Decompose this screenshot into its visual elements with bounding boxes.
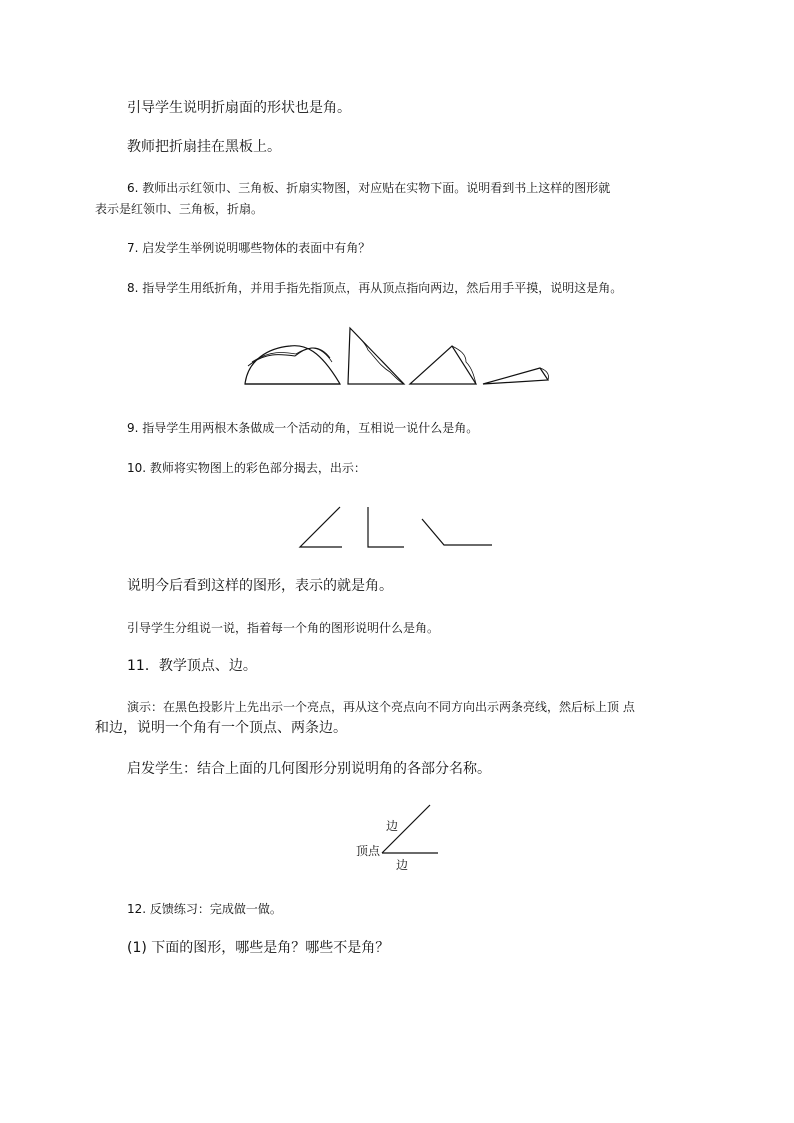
text-paragraph: 引导学生分组说一说，指着每一个角的图形说明什么是角。 (127, 621, 440, 635)
upper-side-label: 边 (386, 819, 399, 833)
folded-paper-illustration (240, 322, 560, 392)
flat-triangle-shape (483, 368, 548, 384)
text-paragraph: 11．教学顶点、边。 (127, 658, 257, 674)
text-paragraph: 7. 启发学生举例说明哪些物体的表面中有角？ (127, 241, 371, 255)
text-paragraph: 启发学生：结合上面的几何图形分别说明角的各部分名称。 (127, 761, 491, 777)
text-paragraph: 引导学生说明折扇面的形状也是角。 (127, 100, 351, 116)
text-paragraph: 和边，说明一个角有一个顶点、两条边。 (95, 720, 347, 736)
obtuse-angle (422, 519, 492, 545)
triangle-shape (410, 346, 476, 384)
text-paragraph: 表示是红领巾、三角板，折扇。 (95, 202, 264, 216)
text-paragraph: 8. 指导学生用纸折角，并用手指先指顶点，再从顶点指向两边，然后用手平摸，说明这是角。 (127, 281, 623, 295)
text-paragraph: 9. 指导学生用两根木条做成一个活动的角，互相说一说什么是角。 (127, 421, 479, 435)
angle-figures (298, 505, 498, 551)
right-triangle-shape (348, 328, 404, 384)
text-paragraph: 6. 教师出示红领巾、三角板、折扇实物图，对应贴在实物下面。说明看到书上这样的图形就 (127, 181, 611, 195)
labeled-angle-diagram (352, 803, 462, 873)
acute-angle (300, 507, 342, 547)
fan-shape (245, 346, 340, 384)
lower-side-label: 边 (396, 858, 409, 872)
vertex-label: 顶点 (356, 844, 381, 858)
text-paragraph: 12. 反馈练习：完成做一做。 (127, 902, 282, 916)
text-paragraph: 说明今后看到这样的图形，表示的就是角。 (127, 578, 393, 594)
right-angle (368, 507, 404, 547)
text-paragraph: 10. 教师将实物图上的彩色部分揭去，出示： (127, 461, 366, 475)
text-paragraph: 演示：在黑色投影片上先出示一个亮点，再从这个亮点向不同方向出示两条亮线，然后标上顶 点 (127, 700, 635, 714)
text-paragraph: 教师把折扇挂在黑板上。 (127, 139, 281, 155)
text-paragraph: (1) 下面的图形，哪些是角？哪些不是角？ (127, 940, 390, 956)
